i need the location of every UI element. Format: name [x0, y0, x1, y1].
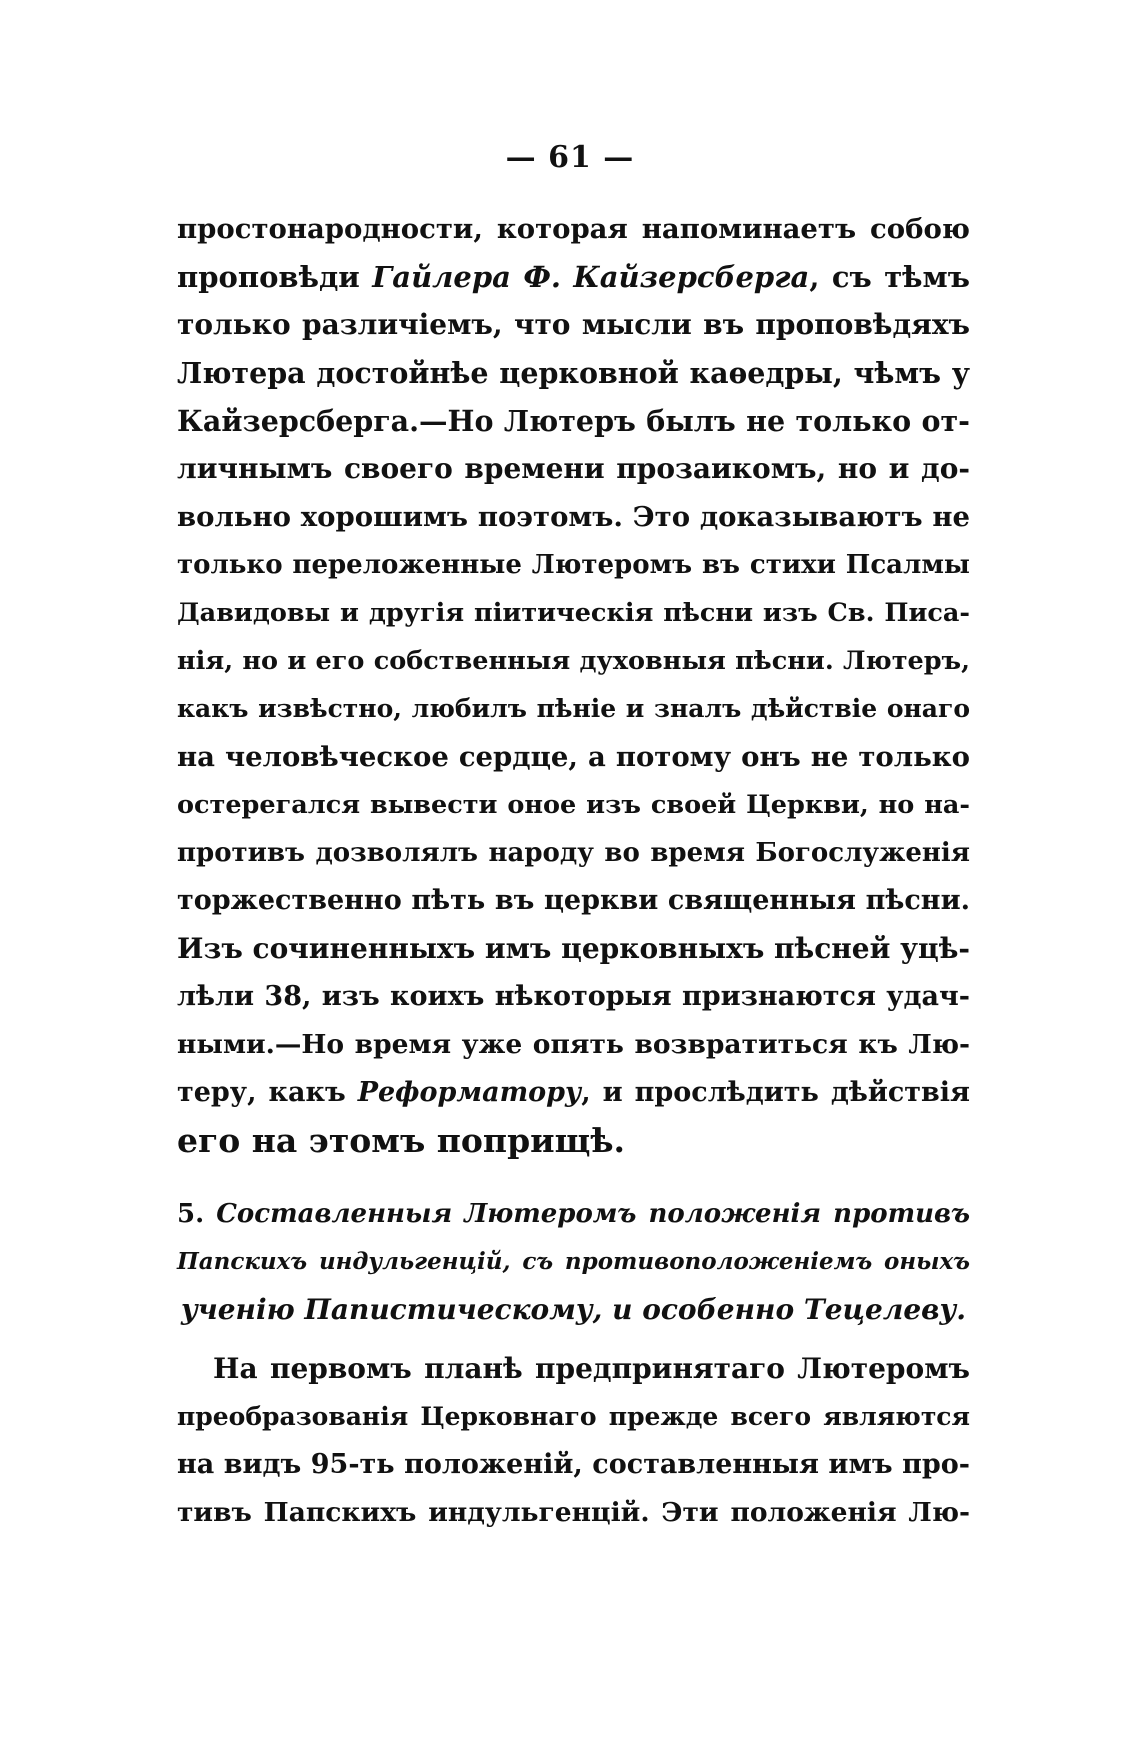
text-line: Давидовы и другія піитическія пѣсни изъ Св. Писа- [177, 598, 970, 628]
page-number: — 61 — [505, 140, 635, 175]
text-line: Кайзерсберга.—Но Лютеръ былъ не только от- [177, 404, 970, 438]
text-line: на видъ 95-ть положеній, составленныя имъ про- [177, 1449, 970, 1480]
text-line: простонародности, которая напоминаетъ собою [177, 213, 970, 245]
text-line: Изъ сочиненныхъ имъ церковныхъ пѣсней уцѣ- [177, 932, 971, 965]
heading-line: 5. Составленныя Лютеромъ положенія противъ [177, 1199, 970, 1229]
text-line: На первомъ планѣ предпринятаго Лютеромъ [213, 1352, 970, 1385]
text-line: нія, но и его собственныя духовныя пѣсни. Лютеръ, [177, 646, 970, 676]
emphasis-word: Реформатору [357, 1077, 582, 1108]
text-line: какъ извѣстно, любилъ пѣніе и зналъ дѣйствіе онаго [177, 694, 970, 723]
text-line: противъ дозволялъ народу во время Богослуженія [177, 838, 970, 868]
text-line: только различіемъ, что мысли въ проповѣдяхъ [177, 308, 970, 341]
text-line: лѣли 38, изъ коихъ нѣкоторыя признаются удач- [177, 981, 970, 1012]
emphasis-name: Гайлера Ф. Кайзерсберга [372, 260, 810, 294]
heading-line: ученію Папистическому, и особенно Тецелеву. [180, 1293, 967, 1326]
text-line: только переложенные Лютеромъ въ стихи Псалмы [177, 550, 970, 580]
heading-line: Папскихъ индульгенцій, съ противоположеніемъ оныхъ [177, 1248, 970, 1275]
text-line: его на этомъ поприщѣ. [177, 1121, 626, 1160]
text-line: ными.—Но время уже опять возвратиться къ Лю- [177, 1029, 970, 1060]
text-line: торжественно пѣть въ церкви священныя пѣсни. [177, 885, 970, 916]
text-line: Лютера достойнѣе церковной каѳедры, чѣмъ у [177, 356, 970, 390]
section-number: 5. [177, 1199, 205, 1229]
paragraph-1 [177, 205, 970, 1165]
text-line: вольно хорошимъ поэтомъ. Это доказываютъ не [177, 501, 970, 533]
text-line: тивъ Папскихъ индульгенцій. Эти положенія Лю- [177, 1497, 970, 1528]
text-line: на человѣческое сердце, а потому онъ не только [177, 741, 970, 773]
text-line: личнымъ своего времени прозаикомъ, но и до- [177, 452, 970, 485]
section-heading [177, 1190, 970, 1334]
text-line: теру, какъ Реформатору, и прослѣдить дѣйствія [177, 1077, 970, 1108]
text-line: остерегался вывести оное изъ своей Церкви, но на- [177, 790, 970, 820]
text-line: преобразованія Церковнаго прежде всего являются [177, 1402, 970, 1431]
text-line: проповѣди Гайлера Ф. Кайзерсберга, съ тѣмъ [177, 260, 970, 294]
paragraph-2 [177, 1345, 970, 1537]
